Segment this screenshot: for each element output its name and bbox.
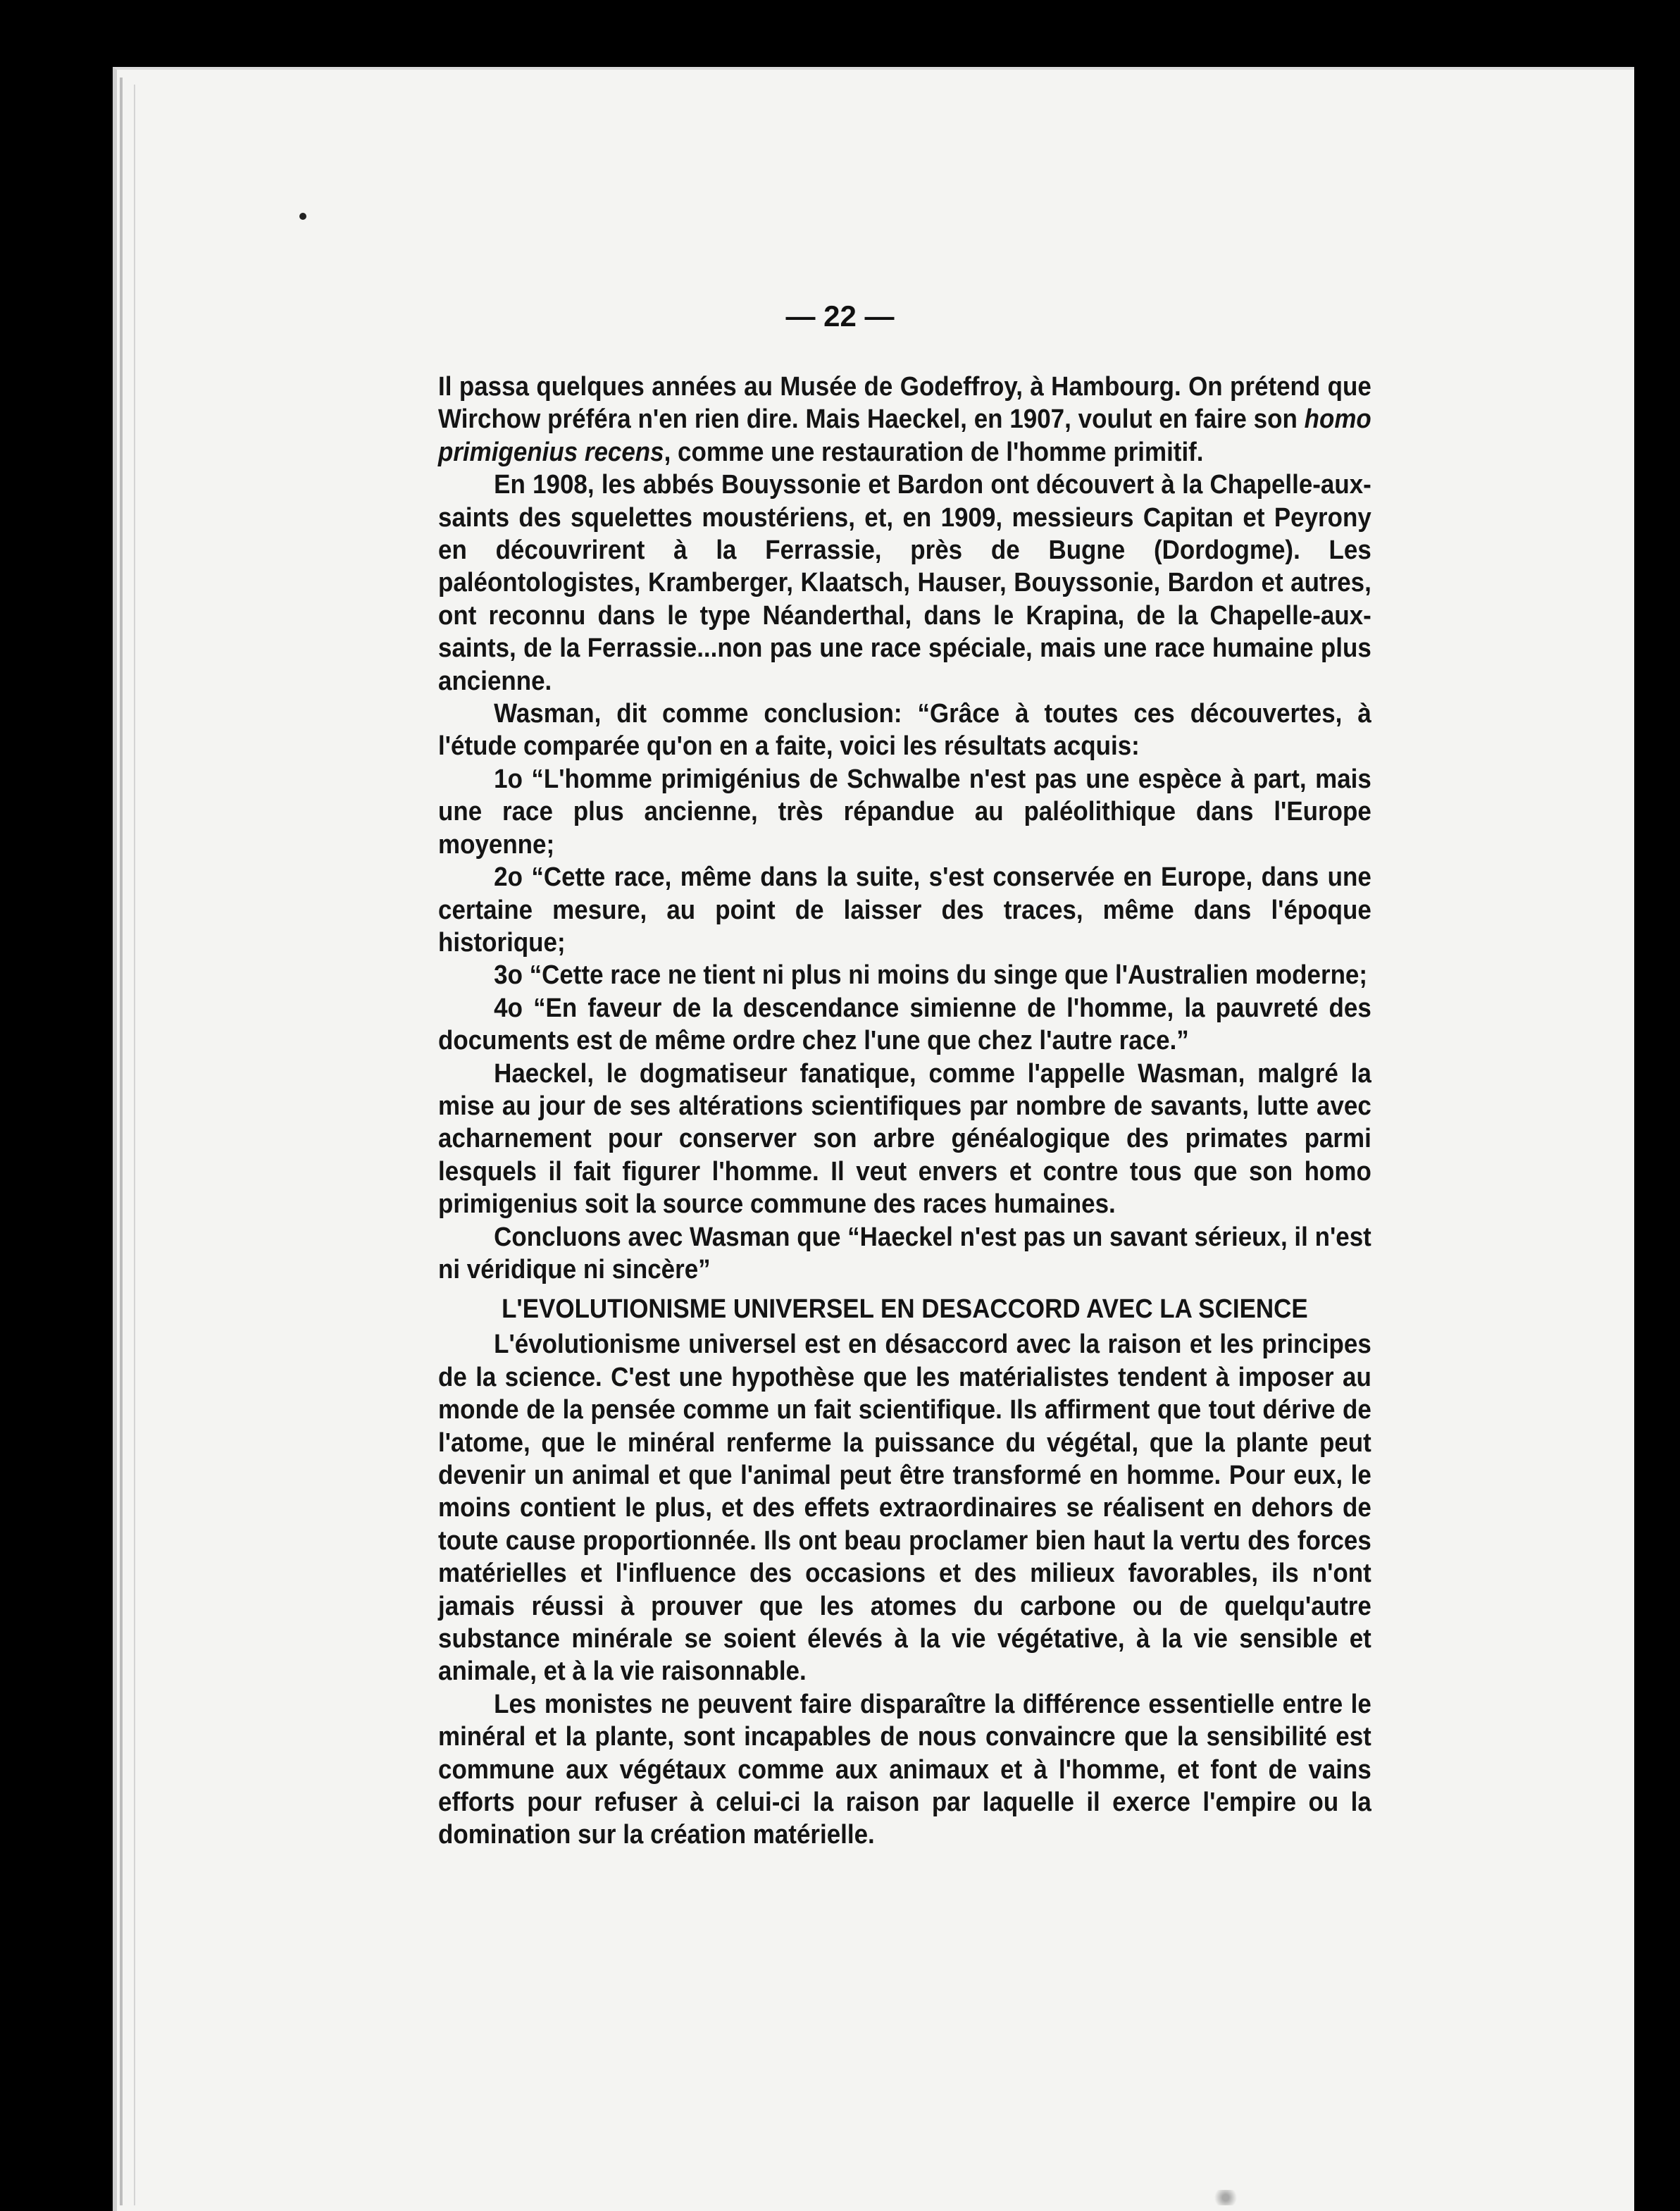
section-heading: L'EVOLUTIONISME UNIVERSEL EN DESACCORD AVEC LA SCIENCE bbox=[502, 1294, 1308, 1325]
scan-artifact bbox=[1212, 2190, 1240, 2205]
list-item: 4o “En faveur de la descendance simienne de l'homme, la pauvreté des documents est de même ordre chez l'une que chez l'autre race.” bbox=[438, 993, 1371, 1056]
paragraph-text: Il passa quelques années au Musée de Godeffroy, à Hambourg. On prétend que Wirchow préféra n'en rien dire. Mais Haeckel, en 1907, voulut en faire son bbox=[438, 372, 1371, 435]
paragraph: Wasman, dit comme conclusion: “Grâce à toutes ces découvertes, à l'étude comparée qu'on en a faite, voici les résultats acquis: bbox=[438, 699, 1371, 762]
paragraph: Concluons avec Wasman que “Haeckel n'est pas un savant sérieux, il n'est ni véridique ni sincère” bbox=[438, 1222, 1371, 1284]
paragraph: Les monistes ne peuvent faire disparaître la différence essentielle entre le minéral et la plante, sont incapables de nous convaincre que la sensibilité est commune aux végétaux comme aux animaux et à l'homme, et font de vains efforts pour refuser à celui-ci la raison par laquelle il exerce l'empire ou la domination sur la création matérielle. bbox=[438, 1689, 1371, 1850]
paragraph-text: , comme une restauration de l'homme primitif. bbox=[664, 437, 1204, 467]
body-text bbox=[438, 371, 1371, 1852]
page-edge-line bbox=[134, 85, 135, 2205]
paragraph bbox=[438, 371, 1371, 469]
paragraph: En 1908, les abbés Bouyssonie et Bardon ont découvert à la Chapelle-aux-saints des squelettes moustériens, et, en 1909, messieurs Capitan et Peyrony en découvrirent à la Ferrassie, près de Bugne (Dordogme). Les paléontologistes, Kramberger, Klaatsch, Hauser, Bouyssonie, Bardon et autres, ont reconnu dans le type Néanderthal, dans le Krapina, de la Chapelle-aux-saints, de la Ferrassie...non pas une race spéciale, mais une race humaine plus ancienne. bbox=[438, 470, 1371, 696]
emphasis-text: homo primigenius recens bbox=[438, 404, 1371, 467]
list-item: 1o “L'homme primigénius de Schwalbe n'est pas une espèce à part, mais une race plus ancienne, très répandue au paléolithique dans l'Europe moyenne; bbox=[438, 764, 1371, 860]
ink-spot bbox=[299, 213, 306, 220]
list-item: 3o “Cette race ne tient ni plus ni moins du singe que l'Australien moderne; bbox=[494, 960, 1368, 991]
page-number: — 22 — bbox=[785, 299, 895, 333]
paragraph: Haeckel, le dogmatiseur fanatique, comme l'appelle Wasman, malgré la mise au jour de ses altérations scientifiques par nombre de savants, lutte avec acharnement pour conserver son arbre généalogique des primates parmi lesquels il fait figurer l'homme. Il veut envers et contre tous que son homo primigenius soit la source commune des races humaines. bbox=[438, 1058, 1371, 1220]
paragraph: L'évolutionisme universel est en désaccord avec la raison et les principes de la science. C'est une hypothèse que les matérialistes tendent à imposer au monde de la pensée comme un fait scientifique. Ils affirment que tout dérive de l'atome, que le minéral renferme la puissance du végétal, que la plante peut devenir un animal et que l'animal peut être transformé en homme. Pour eux, le moins contient le plus, et des effets extraordinaires se réalisent en dehors de toute cause proportionnée. Ils ont beau proclamer bien haut la vertu des forces matérielles et l'influence des occasions et des milieux favorables, ils n'ont jamais réussi à prouver que les atomes du carbone ou de quelqu'autre substance minérale se soient élevés à la vie végétative, à la vie sensible et animale, et à la vie raisonnable. bbox=[438, 1330, 1371, 1687]
list-item: 2o “Cette race, même dans la suite, s'est conservée en Europe, dans une certaine mesure, au point de laisser des traces, même dans l'époque historique; bbox=[438, 862, 1371, 958]
page-edge-shadow bbox=[120, 78, 123, 2205]
